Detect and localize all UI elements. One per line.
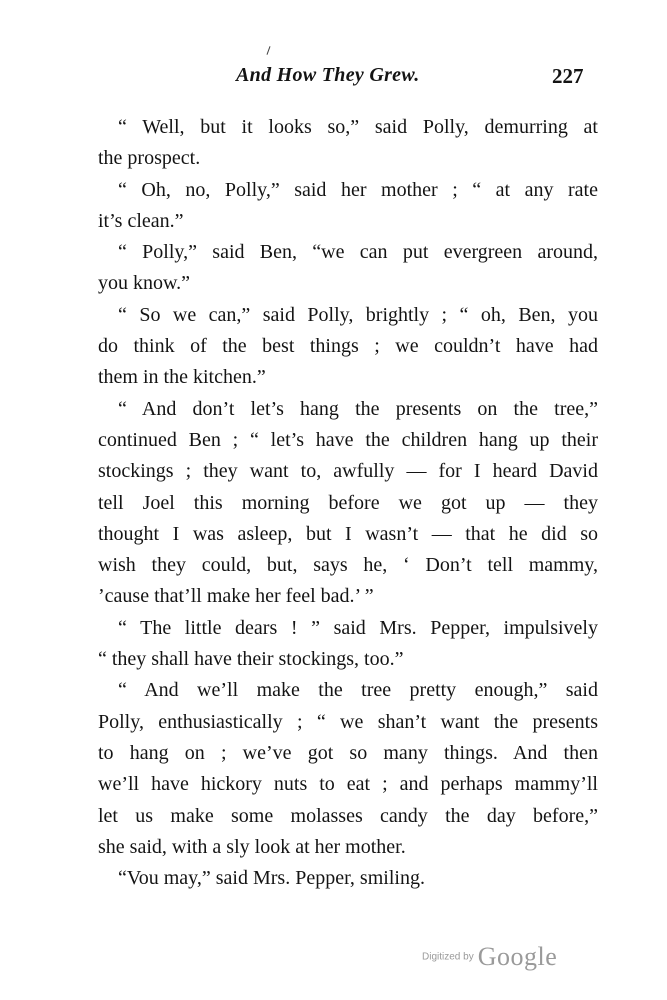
paragraph (98, 675, 598, 863)
paragraph (98, 237, 598, 300)
text-line: let us make some molasses candy the day before,” (98, 804, 598, 827)
text-line: we’ll have hickory nuts to eat ; and perhaps mammy’ll (98, 773, 598, 796)
google-logo: Google (477, 942, 558, 971)
text-line: ’cause that’ll make her feel bad.’ ” (98, 585, 374, 608)
text-line: “ they shall have their stockings, too.” (98, 648, 404, 671)
digitization-watermark (422, 942, 557, 972)
paragraph (98, 863, 598, 894)
text-line: you know.” (98, 272, 191, 295)
paragraph (98, 112, 598, 175)
text-line: do think of the best things ; we couldn’t have had (98, 335, 598, 358)
text-line: them in the kitchen.” (98, 366, 266, 389)
text-line: wish they could, but, says he, ‘ Don’t tell mammy, (98, 554, 598, 577)
paragraph (98, 175, 598, 238)
text-line: thought I was asleep, but I wasn’t — that he did so (98, 522, 598, 545)
text-line: “ Oh, no, Polly,” said her mother ; “ at any rate (118, 178, 598, 201)
text-line: “Vou may,” said Mrs. Pepper, smiling. (118, 867, 425, 890)
text-line: “ The little dears ! ” said Mrs. Pepper, impulsively (118, 616, 598, 639)
text-line: “ And don’t let’s hang the presents on the tree,” (118, 397, 598, 420)
running-title: And How They Grew. (236, 64, 420, 86)
ink-mark (266, 46, 270, 55)
text-line: “ Well, but it looks so,” said Polly, demurring at (118, 116, 598, 138)
text-line: the prospect. (98, 147, 201, 170)
paragraph (98, 300, 598, 394)
body-text (98, 112, 598, 894)
paragraph (98, 394, 598, 613)
text-line: tell Joel this morning before we got up — they (98, 491, 598, 514)
text-line: “ And we’ll make the tree pretty enough,” said (118, 679, 598, 702)
text-line: “ So we can,” said Polly, brightly ; “ oh, Ben, you (118, 303, 598, 326)
text-line: to hang on ; we’ve got so many things. And then (98, 741, 598, 764)
text-line: “ Polly,” said Ben, “we can put evergreen around, (118, 241, 598, 264)
paragraph (98, 613, 598, 676)
text-line: it’s clean.” (98, 209, 184, 232)
digitized-by-label: Digitized by (422, 951, 474, 963)
text-line: continued Ben ; “ let’s have the children hang up their (98, 428, 598, 451)
text-line: Polly, enthusiastically ; “ we shan’t want the presents (98, 710, 598, 733)
page-number: 227 (552, 64, 584, 88)
text-line: stockings ; they want to, awfully — for I heard David (98, 460, 598, 483)
text-line: she said, with a sly look at her mother. (98, 835, 406, 858)
